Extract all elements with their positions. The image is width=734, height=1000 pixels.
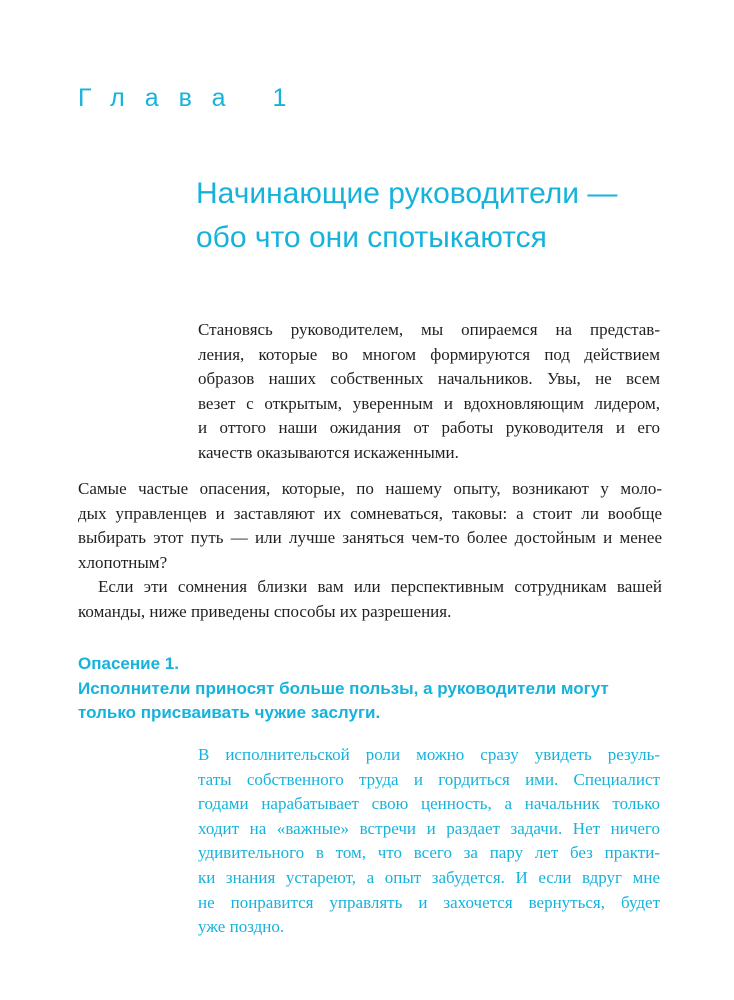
intro-line: ления, которые во многом формируются под действием [198,344,660,364]
body-line: Если эти сомнения близки вам или перспективным сотрудникам вашей [98,577,662,596]
quote-line: уже поздно. [198,917,285,937]
quote-line: ходит на «важные» встречи и раздает задачи. Нет ничего [198,818,660,838]
fear-heading-line: Исполнители приносят больше пользы, а руководители могут [78,678,609,698]
quote-line: годами нарабатывает свою ценность, а начальник только [198,794,660,814]
body-line: хлопотным? [78,552,168,572]
body-line: выбирать этот путь — или лучше заняться чем-то более достойным и менее [78,528,662,548]
chapter-title [196,172,666,260]
body-line: команды, ниже приведены способы их разрешения. [78,601,452,621]
intro-line: и оттого наши ожидания от работы руководителя и его [198,418,660,438]
intro-line: качеств оказываются искаженными. [198,442,459,462]
body-paragraph-1 [78,477,662,575]
quote-line: ки знания устареют, а опыт забудется. И если вдруг мне [198,867,660,887]
chapter-title-line: Начинающие руководители — [196,177,618,210]
intro-line: образов наших собственных начальников. Увы, не всем [198,369,660,389]
body-line: Самые частые опасения, которые, по нашему опыту, возникают у моло- [78,479,662,498]
body-paragraph-2 [78,575,662,624]
chapter-intro [198,318,660,466]
fear-quote [198,743,660,940]
body-line: дых управленцев и заставляют их сомневаться, таковы: а стоит ли вообще [78,503,662,523]
quote-line: таты собственного труда и гордиться ими. Специалист [198,769,660,789]
quote-line: удивительного в том, что всего за пару лет без практи- [198,843,660,863]
quote-line: не понравится управлять и захочется вернуться, будет [198,892,660,912]
fear-heading-line: только присваивать чужие заслуги. [78,703,381,722]
fear-heading [78,652,678,726]
chapter-label: Глава 1 [78,84,307,112]
intro-line: везет с открытым, уверенным и вдохновляющим лидером, [198,393,660,413]
quote-line: В исполнительской роли можно сразу увидеть резуль- [198,745,660,764]
fear-heading-line: Опасение 1. [78,654,179,673]
chapter-title-line: обо что они спотыкаются [196,221,547,254]
intro-line: Становясь руководителем, мы опираемся на представ- [198,320,660,339]
